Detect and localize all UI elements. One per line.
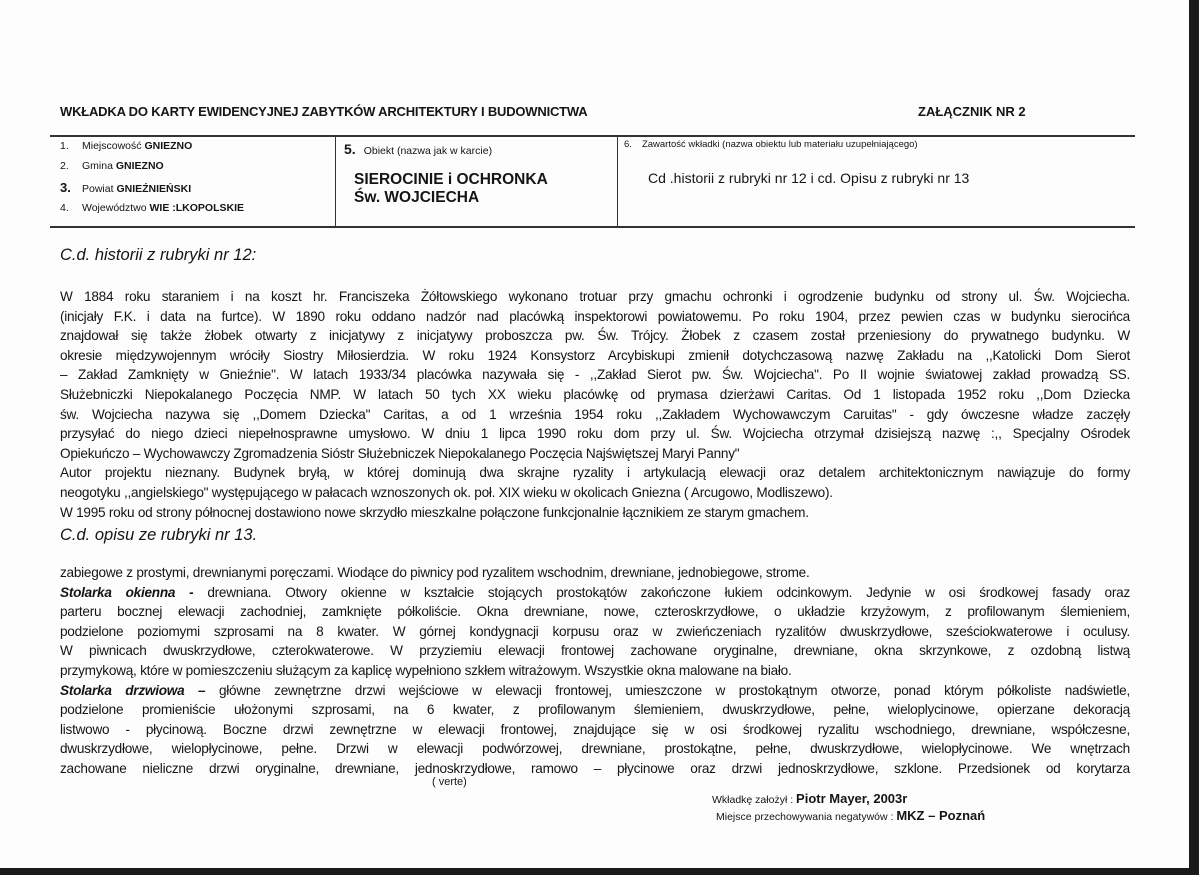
text-line: Autor projektu nieznany. Budynek bryłą, w której dominują dwa skrajne ryzality i artykulacją elewacji oraz detalem architektonicznym nawiązuje do formy: [60, 465, 1130, 481]
text-line: Stolarka drzwiowa – główne zewnętrzne drzwi wejściowe w elewacji frontowej, umieszczone w prostokątnym otworze, ponad którym półkoliste nadświetle,: [60, 682, 1131, 698]
header-table: [50, 135, 1135, 228]
door-label: Stolarka drzwiowa –: [60, 682, 206, 698]
text-line: zachowane nieliczne drzwi oryginalne, drewniane, jednoskrzydłowe, ramowo – płycinowe oraz drzwi jednoskrzydłowe, szklone. Przedsionek od korytarza: [60, 760, 1130, 776]
description-text: [60, 563, 1130, 779]
history-text: [60, 287, 1130, 522]
contents-column: [617, 137, 1135, 226]
text-line: znajdował się także żłobek otwarty z inicjatywy z inicjatywy proboszcza pw. Św. Trójcy. Żłobek z czasem został przeniesiony do prywatnego budynku. W: [60, 328, 1130, 344]
location-row: 3. Powiat GNIEŹNIEŃSKI: [60, 180, 192, 195]
text-line: Stolarka okienna - drewniana. Otwory okienne w kształcie stojących prostokątów zakończone łukiem odcinkowym. Jedynie w osi środkowej fasady oraz: [60, 584, 1131, 600]
author-line: Wkładkę założył : Piotr Mayer, 2003r: [712, 791, 908, 806]
location-row: 4. Województwo WIE :LKOPOLSKIE: [60, 202, 245, 214]
location-row: 2. Gmina GNIEZNO: [60, 160, 164, 172]
text-line: dwuskrzydłowe, wielopłycinowe, pełne. Drzwi w elewacji podwórzowej, drewniane, prostokątne, pełne, dwuskrzydłowe, wielopłycinowe. We wnętrzach: [60, 741, 1130, 757]
text-line: przysyłać do niego dzieci niepełnosprawne umysłowo. W dniu 1 lipca 1990 roku dom przy ul. Św. Wojciecha otrzymał dzisiejszą nazwę :,, Specjalny Ośrodek: [60, 426, 1130, 442]
text-line: (inicjały F.K. i data na furtce). W 1890 roku oddano nadzór nad placówką inspektorowi powiatowemu. Po roku 1904, przez pewien czas w budynku sierocińca: [60, 308, 1130, 324]
storage-line: Miejsce przechowywania negatywów : MKZ – Poznań: [716, 808, 986, 823]
text-line: parteru bocznej elewacji zachodniej, zamknięte półkoliście. Okna drewniane, nowe, czteroskrzydłowe, o układzie krzyżowym, z profilowanym ślemieniem,: [60, 604, 1130, 620]
contents-value: Cd .historii z rubryki nr 12 i cd. Opisu z rubryki nr 13: [648, 170, 970, 186]
window-label: Stolarka okienna -: [60, 584, 194, 600]
text-line: przymykową, które w pomieszczeniu służącym za kaplicę wypełniono szkłem witrażowym. Wszystkie okna malowane na biało.: [60, 662, 792, 678]
text-line: Służebniczki Niepokalanego Poczęcia NMP. W latach 50 tych XX wieku placówkę od prymasa dzierżawi Caritas. Od 1 listopada 1952 roku ,,Dom Dziecka: [60, 386, 1130, 402]
verte-note: ( verte): [432, 776, 467, 788]
object-column: [335, 137, 618, 226]
scan-edge-bottom: [0, 868, 1199, 875]
location-row: 1. Miejscowość GNIEZNO: [60, 140, 193, 152]
text-line: W 1995 roku od strony północnej dostawiono nowe skrzydło mieszkalne połączone funkcjonalnie łącznikiem ze starym gmachem.: [60, 504, 809, 520]
annex-number: ZAŁĄCZNIK NR 2: [918, 104, 1026, 119]
object-label: 5. Obiekt (nazwa jak w karcie): [344, 141, 493, 157]
text-line: neogotyku ,,angielskiego" występującego w pałacach wznoszonych ok. poł. XIX wieku w okolicach Gniezna ( Arcugowo, Modliszewo).: [60, 484, 833, 500]
text-line: św. Wojciecha nazywa się ,,Domem Dziecka" Caritas, a od 1 września 1954 roku ,,Zakładem Wychowawczym Caruitas" - gdy ówczesne władze zaczęły: [60, 406, 1130, 422]
scan-edge-right: [1189, 0, 1199, 875]
text-line: W 1884 roku staraniem i na koszt hr. Franciszeka Żółtowskiego wykonano trotuar przy gmachu ochronki i ogrodzenie budynku od strony ul. Św. Wojciecha.: [60, 289, 1130, 304]
document-title: WKŁADKA DO KARTY EWIDENCYJNEJ ZABYTKÓW ARCHITEKTURY I BUDOWNICTWA: [60, 104, 588, 119]
text-line: okresie międzywojennym wróciły Siostry Miłosierdzia. W roku 1924 Konsystorz Arcybiskupi zmienił dotychczasową nazwę Zakładu na ,,Katolicki Dom Sierot: [60, 347, 1130, 363]
text-line: zabiegowe z prostymi, drewnianymi poręczami. Wiodące do piwnicy pod ryzalitem wschodnim, drewniane, jednobiegowe, strome.: [60, 565, 810, 580]
text-line: podzielone poziomymi szprosami na 8 kwater. W górnej kondygnacji korpusu oraz w zwieńczeniach ryzalitów dwuskrzydłowe, sześciokwaterowe i oculusy.: [60, 623, 1130, 639]
text-line: Opiekuńczo – Wychowawczy Zgromadzenia Sióstr Służebniczek Niepokalanego Poczęcia Najświętszej Maryi Panny": [60, 445, 740, 461]
object-name: SIEROCINIE i OCHRONKA Św. WOJCIECHA: [354, 171, 548, 206]
text-line: W piwnicach dwuskrzydłowe, czterokwaterowe. W przyziemiu elewacji frontowej zachowane oryginalne, drewniane, okna skrzynkowe, z ozdobną listwą: [60, 643, 1130, 659]
text-line: listwowo - płycinową. Boczne drzwi zewnętrzne w elewacji frontowej, znajdujące się w osi środkowej ryzalitu wschodniego, drewniane, współczesne,: [60, 721, 1130, 737]
text-line: podzielone promieniście ułożonymi szprosami, na 6 kwater, z profilowanym ślemieniem, dwuskrzydłowe, pełne, wieloplycinowe, opierzane dekoracją: [60, 702, 1130, 718]
history-heading: C.d. historii z rubryki nr 12:: [60, 246, 257, 264]
text-line: – Zakład Zamknięty w Gnieźnie". W latach 1933/34 placówka nazywała się - ,,Zakład Sierot pw. Św. Wojciecha". Po II wojnie światowej zakład prowadzą SS.: [60, 367, 1130, 383]
contents-label: 6. Zawartość wkładki (nazwa obiektu lub materiału uzupełniającego): [624, 139, 918, 150]
location-column: [50, 137, 335, 226]
description-heading: C.d. opisu ze rubryki nr 13.: [60, 526, 258, 544]
